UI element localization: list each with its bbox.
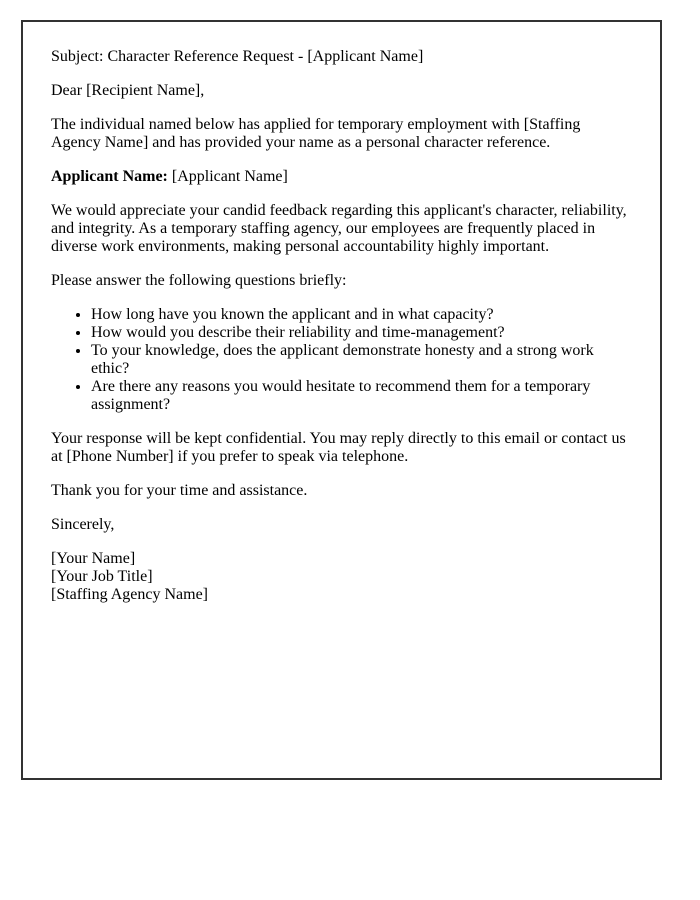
greeting: Dear [Recipient Name], [51, 82, 205, 99]
applicant-name-line [51, 168, 632, 186]
intro-paragraph: The individual named below has applied for temporary employment with [Staffing Agency Name] and has provided your name as a personal character reference. [51, 116, 581, 151]
subject-line: Subject: Character Reference Request - [Applicant Name] [51, 48, 424, 65]
questions-intro: Please answer the following questions briefly: [51, 272, 347, 289]
applicant-name-value: [Applicant Name] [171, 168, 288, 185]
letter-document [21, 20, 662, 780]
closing: Sincerely, [51, 516, 115, 533]
question-item: • To your knowledge, does the applicant demonstrate honesty and a strong work ethic? [91, 342, 632, 378]
confidentiality-paragraph: Your response will be kept confidential. You may reply directly to this email or contact us at [Phone Number] if you prefer to speak via telephone. [51, 430, 626, 465]
thanks-paragraph: Thank you for your time and assistance. [51, 482, 308, 499]
question-item: • How long have you known the applicant and in what capacity? [91, 306, 632, 324]
question-item: • How would you describe their reliability and time-management? [91, 324, 632, 342]
questions-list [51, 306, 632, 414]
signature-block [51, 550, 632, 604]
signature-job-title: [Your Job Title] [51, 568, 153, 585]
applicant-name-label: Applicant Name: [51, 168, 168, 185]
signature-name: [Your Name] [51, 550, 136, 567]
signature-agency: [Staffing Agency Name] [51, 586, 208, 603]
feedback-paragraph: We would appreciate your candid feedback regarding this applicant's character, reliability, and integrity. As a temporary staffing agency, our employees are frequently placed in diverse work environments, making personal accountability highly important. [51, 202, 627, 255]
question-item: • Are there any reasons you would hesitate to recommend them for a temporary assignment? [91, 378, 632, 414]
